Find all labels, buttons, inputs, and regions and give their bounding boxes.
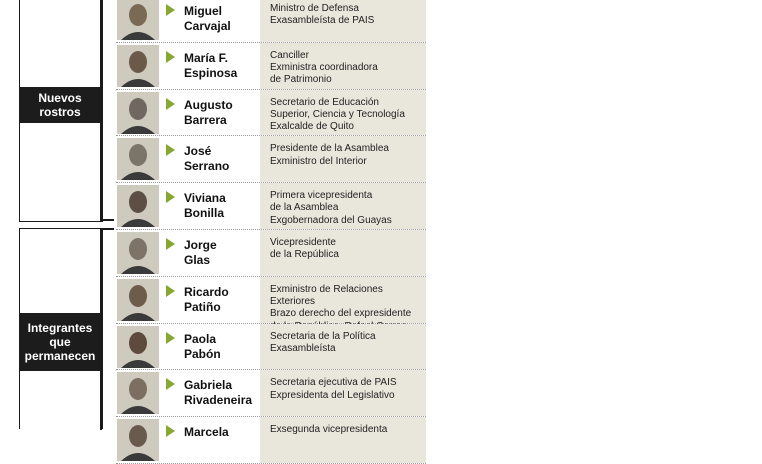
person-photo xyxy=(117,232,159,274)
person-description: Secretario de Educación Superior, Ciencia y Tecnología Exalcalde de Quito xyxy=(260,90,426,136)
person-photo xyxy=(117,419,159,461)
person-photo xyxy=(117,372,159,414)
person-name: María F. Espinosa xyxy=(184,50,238,80)
group-column xyxy=(0,0,100,428)
person-photo xyxy=(117,0,159,40)
person-description: Secretaria de la Política Exasambleísta xyxy=(260,324,426,370)
person-photo xyxy=(117,185,159,227)
person-name: Marcela xyxy=(184,425,229,440)
person-name: Miguel Carvajal xyxy=(184,4,231,33)
arrow-icon xyxy=(166,98,175,110)
person-name: Paola Pabón xyxy=(184,331,221,361)
arrow-icon xyxy=(166,378,175,390)
person-row xyxy=(116,0,426,43)
person-description: Presidente de la Asamblea Exministro del Interior xyxy=(260,136,426,182)
person-description: Secretaria ejecutiva de PAIS Expresidenta del Legislativo xyxy=(260,370,426,416)
group-label-new-faces: Nuevos rostros xyxy=(19,87,101,123)
person-row xyxy=(116,90,426,137)
person-photo xyxy=(117,92,159,134)
person-row xyxy=(116,136,426,183)
person-row xyxy=(116,417,426,464)
person-name: José Serrano xyxy=(184,144,230,174)
person-description: Primera vicepresidenta de la Asamblea Exgobernadora del Guayas xyxy=(260,183,426,229)
person-row xyxy=(116,43,426,90)
person-photo xyxy=(117,138,159,180)
arrow-icon xyxy=(166,191,175,203)
arrow-icon xyxy=(166,144,175,156)
person-row xyxy=(116,230,426,277)
person-row xyxy=(116,277,426,324)
person-name: Viviana Bonilla xyxy=(184,191,226,221)
person-row xyxy=(116,183,426,230)
arrow-icon xyxy=(166,425,175,437)
person-name: Gabriela Rivadeneira xyxy=(184,378,253,408)
arrow-icon xyxy=(166,332,175,344)
person-photo xyxy=(117,279,159,321)
people-table xyxy=(116,0,426,464)
bracket-remaining xyxy=(100,228,114,430)
person-name: Augusto Barrera xyxy=(184,97,233,127)
group-label-remaining: Integrantes que permanecen xyxy=(19,313,101,371)
person-name: Jorge Glas xyxy=(184,237,217,267)
person-description: Exministro de Relaciones Exteriores Brazo derecho del expresidente xyxy=(260,277,426,323)
arrow-icon xyxy=(166,238,175,250)
person-description: Ministro de Defensa Exasambleísta de PAIS xyxy=(260,0,426,42)
person-description: Vicepresidente de la República xyxy=(260,230,426,276)
arrow-icon xyxy=(166,51,175,63)
person-name: Ricardo Patiño xyxy=(184,284,229,314)
person-photo xyxy=(117,326,159,368)
bracket-new xyxy=(100,0,114,221)
person-description: Exsegunda vicepresidenta xyxy=(260,417,426,463)
person-row xyxy=(116,324,426,371)
person-row xyxy=(116,370,426,417)
arrow-icon xyxy=(166,4,175,16)
arrow-icon xyxy=(166,285,175,297)
person-photo xyxy=(117,45,159,87)
person-description: Canciller Exministra coordinadora de Patrimonio xyxy=(260,43,426,89)
